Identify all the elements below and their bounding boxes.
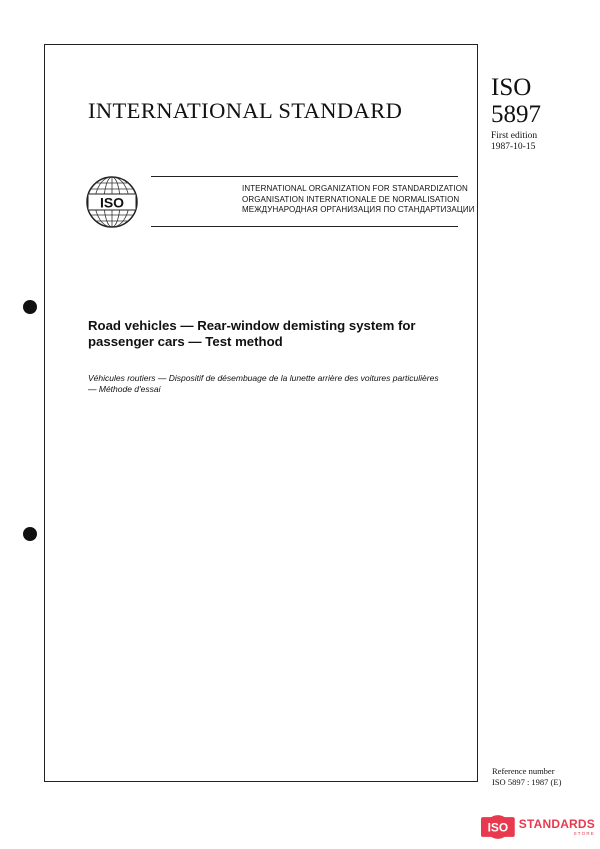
iso-globe-logo-icon: [85, 175, 139, 229]
svg-text:ISO: ISO: [99, 194, 125, 211]
org-name-french: ORGANISATION INTERNATIONALE DE NORMALISATION: [242, 194, 460, 204]
reference-label: Reference number: [492, 766, 555, 776]
iso-code-block: [491, 74, 541, 128]
title-english-line1: Road vehicles — Rear-window demisting system for: [88, 318, 416, 333]
edition-date: 1987-10-15: [491, 142, 536, 152]
document-title-french: [88, 373, 458, 395]
edition-label: First edition: [491, 131, 538, 141]
store-badge-iso-icon: [481, 813, 515, 841]
title-french-line2: — Méthode d'essai: [88, 384, 161, 394]
title-french-line1: Véhicules routiers — Dispositif de désembuage de la lunette arrière des voitures particulières: [88, 373, 439, 383]
document-type-title: INTERNATIONAL STANDARD: [88, 98, 403, 123]
organization-names: [242, 184, 475, 216]
iso-code-number: 5897: [491, 101, 541, 128]
store-badge-word: STANDARDS: [518, 816, 595, 831]
edition-block: [491, 131, 537, 153]
store-badge-subtitle: STORE: [573, 830, 595, 836]
title-english-line2: passenger cars — Test method: [88, 333, 283, 349]
org-name-english: INTERNATIONAL ORGANIZATION FOR STANDARDIZATION: [242, 184, 468, 193]
punch-hole-bottom: [23, 527, 37, 541]
svg-text:ISO: ISO: [487, 820, 509, 835]
store-badge-text: [519, 818, 595, 837]
reference-number: ISO 5897 : 1987 (E): [492, 776, 562, 787]
org-top-rule: [151, 176, 458, 177]
page-border-frame: [44, 44, 478, 782]
punch-hole-top: [23, 300, 37, 314]
org-bottom-rule: [151, 226, 458, 227]
org-name-russian: МЕЖДУНАРОДНАЯ ОРГАНИЗАЦИЯ ПО СТАНДАРТИЗАЦИИ: [242, 205, 475, 214]
document-title-english: [88, 318, 458, 349]
iso-code-prefix: ISO: [491, 74, 532, 101]
standards-store-badge[interactable]: [481, 812, 595, 842]
reference-block: [492, 766, 561, 787]
